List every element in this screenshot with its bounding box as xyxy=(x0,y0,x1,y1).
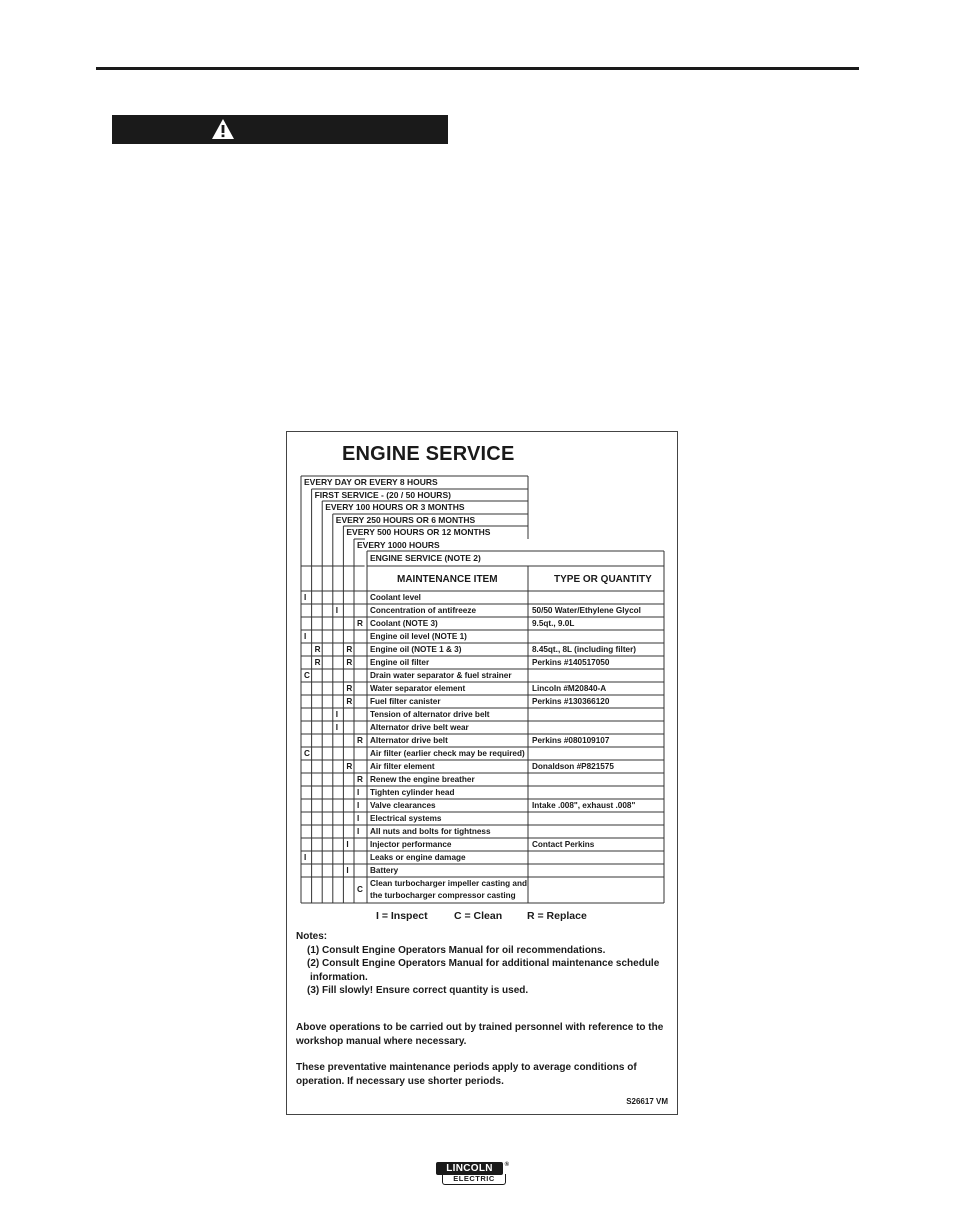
type-or-quantity: Contact Perkins xyxy=(532,840,595,849)
interval-label: EVERY 500 HOURS OR 12 MONTHS xyxy=(346,527,491,537)
interval-code: I xyxy=(357,814,360,823)
notes-title: Notes: xyxy=(296,931,328,942)
maintenance-item: Concentration of antifreeze xyxy=(370,606,476,615)
maintenance-item-cont: the turbocharger compressor casting xyxy=(370,891,516,900)
interval-code: R xyxy=(357,619,363,628)
maintenance-item: Coolant (NOTE 3) xyxy=(370,619,438,628)
lincoln-electric-logo xyxy=(436,1162,509,1186)
type-or-quantity: Lincoln #M20840-A xyxy=(532,684,607,693)
maintenance-item: Alternator drive belt wear xyxy=(370,723,469,732)
interval-code: R xyxy=(314,658,321,667)
notes-block xyxy=(296,930,659,998)
part-code: S26617 VM xyxy=(626,1097,668,1106)
maintenance-item: Tighten cylinder head xyxy=(370,788,455,797)
interval-code: I xyxy=(357,801,360,810)
interval-code: I xyxy=(335,723,339,732)
note-2: (2) Consult Engine Operators Manual for additional maintenance schedule xyxy=(307,958,660,969)
maintenance-item: Drain water separator & fuel strainer xyxy=(370,671,512,680)
maintenance-item: All nuts and bolts for tightness xyxy=(370,827,491,836)
interval-code: I xyxy=(304,632,307,641)
interval-code: I xyxy=(357,788,360,797)
maintenance-item: Clean turbocharger impeller casting and xyxy=(370,879,527,888)
type-or-quantity: 8.45qt., 8L (including filter) xyxy=(532,645,637,654)
logo-registered-mark: ® xyxy=(504,1162,509,1168)
periods-paragraph xyxy=(296,1061,637,1089)
maintenance-item: Water separator element xyxy=(370,684,466,693)
maintenance-item: Engine oil (NOTE 1 & 3) xyxy=(370,645,462,654)
periods-line-2: operation. If necessary use shorter periods. xyxy=(296,1076,504,1087)
column-header-maintenance-item: MAINTENANCE ITEM xyxy=(397,574,498,585)
maintenance-item: Engine oil filter xyxy=(370,658,430,667)
interval-code: R xyxy=(357,736,363,745)
header-rule xyxy=(96,67,859,70)
interval-code: R xyxy=(346,762,353,771)
interval-label: EVERY 1000 HOURS xyxy=(357,540,440,550)
logo-bottom-text: ELECTRIC xyxy=(442,1174,506,1185)
interval-label: EVERY 100 HOURS OR 3 MONTHS xyxy=(325,502,465,512)
note-1: (1) Consult Engine Operators Manual for oil recommendations. xyxy=(307,944,606,956)
logo-top-text: LINCOLN xyxy=(436,1162,503,1175)
decal-title: ENGINE SERVICE xyxy=(342,443,515,465)
interval-code: R xyxy=(346,658,353,667)
engine-service-decal xyxy=(286,431,678,1115)
interval-code: I xyxy=(357,827,360,836)
interval-code: C xyxy=(304,749,310,758)
maintenance-item: Tension of alternator drive belt xyxy=(370,710,490,719)
warning-banner xyxy=(112,115,448,144)
type-or-quantity: Intake .008", exhaust .008" xyxy=(532,801,636,810)
interval-code: I xyxy=(346,866,349,875)
periods-line-1: These preventative maintenance periods apply to average conditions of xyxy=(296,1062,637,1073)
interval-code: R xyxy=(357,775,363,784)
interval-code: I xyxy=(346,840,349,849)
legend-replace: R = Replace xyxy=(527,910,587,922)
interval-label: EVERY 250 HOURS OR 6 MONTHS xyxy=(335,515,476,525)
interval-code: R xyxy=(346,684,353,693)
type-or-quantity: Donaldson #P821575 xyxy=(532,762,614,771)
maintenance-item: Valve clearances xyxy=(370,801,436,810)
engine-service-label: ENGINE SERVICE (NOTE 2) xyxy=(370,553,481,563)
type-or-quantity: 9.5qt., 9.0L xyxy=(532,619,575,628)
interval-code: R xyxy=(314,645,321,654)
type-or-quantity: 50/50 Water/Ethylene Glycol xyxy=(532,606,641,615)
maintenance-item: Engine oil level (NOTE 1) xyxy=(370,632,467,641)
interval-code: C xyxy=(304,671,310,680)
maintenance-item: Coolant level xyxy=(370,593,421,602)
maintenance-item: Fuel filter canister xyxy=(370,697,441,706)
operations-line-1: Above operations to be carried out by trained personnel with reference to the xyxy=(296,1022,664,1033)
maintenance-item: Air filter element xyxy=(370,762,435,771)
type-or-quantity: Perkins #130366120 xyxy=(532,697,610,706)
legend-clean: C = Clean xyxy=(454,910,503,922)
interval-code: R xyxy=(346,697,353,706)
operations-line-2: workshop manual where necessary. xyxy=(296,1036,467,1047)
operations-paragraph xyxy=(296,1021,663,1049)
interval-label: EVERY DAY OR EVERY 8 HOURS xyxy=(304,477,438,487)
column-header-type-quantity: TYPE OR QUANTITY xyxy=(554,574,652,585)
type-or-quantity: Perkins #080109107 xyxy=(532,736,610,745)
maintenance-item: Leaks or engine damage xyxy=(370,853,466,862)
note-3: (3) Fill slowly! Ensure correct quantity is used. xyxy=(307,985,529,996)
legend-inspect: I = Inspect xyxy=(376,910,428,922)
maintenance-item: Air filter (earlier check may be required) xyxy=(370,749,525,758)
type-or-quantity: Perkins #140517050 xyxy=(532,658,610,667)
interval-code: I xyxy=(304,853,307,862)
interval-code: C xyxy=(357,885,363,894)
interval-code: R xyxy=(346,645,353,654)
maintenance-item: Battery xyxy=(370,866,399,875)
interval-code: I xyxy=(304,593,307,602)
maintenance-item: Alternator drive belt xyxy=(370,736,448,745)
interval-label: FIRST SERVICE - (20 / 50 HOURS) xyxy=(314,490,451,500)
maintenance-item: Renew the engine breather xyxy=(370,775,475,784)
warning-triangle-icon xyxy=(211,118,235,140)
maintenance-item: Injector performance xyxy=(370,840,452,849)
note-2-cont: information. xyxy=(310,971,368,983)
maintenance-item: Electrical systems xyxy=(370,814,442,823)
interval-code: I xyxy=(335,606,339,615)
interval-code: I xyxy=(335,710,339,719)
